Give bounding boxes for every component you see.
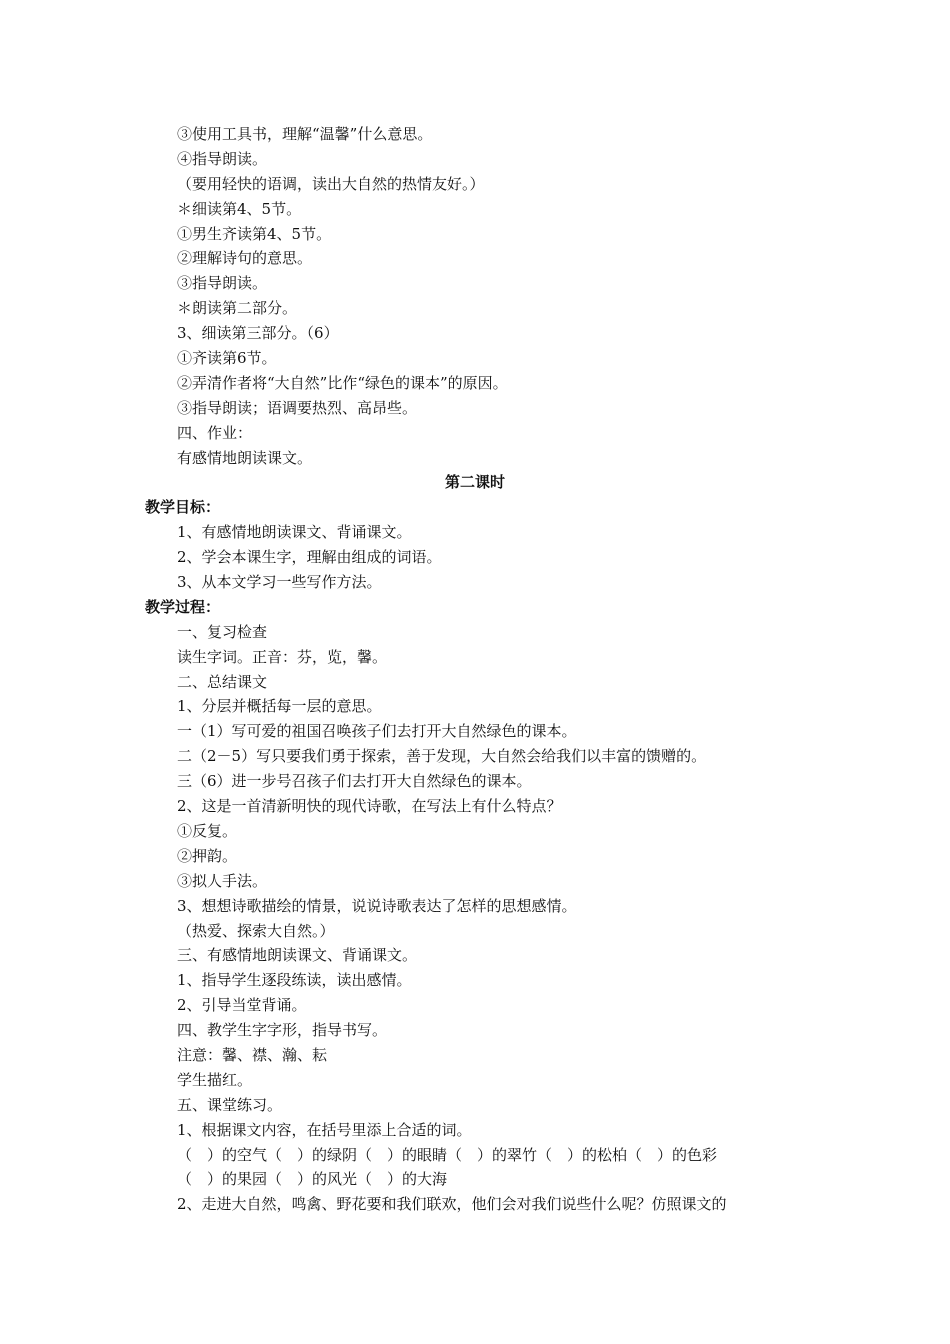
text-line xyxy=(0,545,950,570)
line-text: ①齐读第6节。 xyxy=(177,349,277,368)
line-text: ③指导朗读；语调要热烈、高昂些。 xyxy=(177,398,418,417)
line-text: 2、这是一首清新明快的现代诗歌，在写法上有什么特点？ xyxy=(177,797,562,816)
text-line xyxy=(0,197,950,222)
text-line xyxy=(0,1093,950,1118)
line-text: （ ）的空气（ ）的绿阴（ ）的眼睛（ ）的翠竹（ ）的松柏（ ）的色彩 xyxy=(177,1145,718,1164)
text-line xyxy=(0,321,950,346)
text-line xyxy=(0,346,950,371)
text-line xyxy=(0,993,950,1018)
line-text: 三（6）进一步号召孩子们去打开大自然绿色的课本。 xyxy=(177,772,532,791)
text-line xyxy=(0,645,950,670)
text-line xyxy=(0,222,950,247)
text-line xyxy=(0,371,950,396)
text-line xyxy=(0,1043,950,1068)
text-line xyxy=(0,246,950,271)
line-text: 第二课时 xyxy=(444,473,505,492)
section-heading xyxy=(0,595,950,620)
line-text: 2、引导当堂背诵。 xyxy=(177,996,307,1015)
document-body xyxy=(0,122,950,1217)
text-line xyxy=(0,620,950,645)
text-line xyxy=(0,446,950,471)
line-text: 四、作业： xyxy=(177,423,253,442)
text-line xyxy=(0,769,950,794)
line-text: 四、教学生字字形，指导书写。 xyxy=(177,1021,388,1040)
text-line xyxy=(0,968,950,993)
line-text: 1、有感情地朗读课文、背诵课文。 xyxy=(177,523,412,542)
text-line xyxy=(0,520,950,545)
text-line xyxy=(0,122,950,147)
line-text: 学生描红。 xyxy=(177,1070,253,1089)
line-text: ＊细读第4、5节。 xyxy=(177,199,302,218)
text-line xyxy=(0,943,950,968)
line-text: 五、课堂练习。 xyxy=(177,1095,283,1114)
line-text: 读生字词。正音：芬，览，馨。 xyxy=(177,647,388,666)
line-text: （热爱、探索大自然。） xyxy=(177,921,335,940)
text-line xyxy=(0,894,950,919)
line-text: 教学目标： xyxy=(145,498,221,517)
line-text: 3、从本文学习一些写作方法。 xyxy=(177,573,382,592)
line-text: 有感情地朗读课文。 xyxy=(177,448,313,467)
text-line xyxy=(0,744,950,769)
section-title xyxy=(0,470,950,495)
line-text: 一、复习检查 xyxy=(177,622,268,641)
text-line xyxy=(0,1118,950,1143)
line-text: 3、想想诗歌描绘的情景，说说诗歌表达了怎样的思想感情。 xyxy=(177,896,577,915)
line-text: ②押韵。 xyxy=(177,846,238,865)
line-text: 2、走进大自然，鸣禽、野花要和我们联欢，他们会对我们说些什么呢？仿照课文的 xyxy=(177,1195,727,1214)
line-text: 注意：馨、襟、瀚、耘 xyxy=(177,1045,328,1064)
line-text: ＊朗读第二部分。 xyxy=(177,299,298,318)
text-line xyxy=(0,421,950,446)
line-text: （ ）的果园（ ）的风光（ ）的大海 xyxy=(177,1170,448,1189)
text-line xyxy=(0,396,950,421)
line-text: （要用轻快的语调，读出大自然的热情友好。） xyxy=(177,174,485,193)
text-line xyxy=(0,1143,950,1168)
text-line xyxy=(0,819,950,844)
line-text: 二、总结课文 xyxy=(177,672,268,691)
line-text: 教学过程： xyxy=(145,597,221,616)
text-line xyxy=(0,844,950,869)
text-line xyxy=(0,271,950,296)
line-text: ③使用工具书，理解“温馨”什么意思。 xyxy=(177,125,433,143)
text-line xyxy=(0,296,950,321)
line-text: 二（2－5）写只要我们勇于探索，善于发现，大自然会给我们以丰富的馈赠的。 xyxy=(177,747,707,766)
line-text: 一（1）写可爱的祖国召唤孩子们去打开大自然绿色的课本。 xyxy=(177,722,577,741)
text-line xyxy=(0,1192,950,1217)
text-line xyxy=(0,172,950,197)
line-text: ②弄清作者将“大自然”比作“绿色的课本”的原因。 xyxy=(177,373,508,392)
line-text: ①反复。 xyxy=(177,821,238,840)
line-text: 3、细读第三部分。（6） xyxy=(177,324,339,343)
text-line xyxy=(0,147,950,172)
text-line xyxy=(0,719,950,744)
line-text: ①男生齐读第4、5节。 xyxy=(177,224,332,243)
text-line xyxy=(0,1018,950,1043)
text-line xyxy=(0,1068,950,1093)
line-text: ②理解诗句的意思。 xyxy=(177,249,313,268)
text-line xyxy=(0,869,950,894)
line-text: 三、有感情地朗读课文、背诵课文。 xyxy=(177,946,418,965)
section-heading xyxy=(0,495,950,520)
text-line xyxy=(0,570,950,595)
line-text: 1、指导学生逐段练读，读出感情。 xyxy=(177,971,412,990)
line-text: 2、学会本课生字，理解由组成的词语。 xyxy=(177,548,442,567)
text-line xyxy=(0,919,950,944)
line-text: ③指导朗读。 xyxy=(177,274,268,293)
text-line xyxy=(0,794,950,819)
text-line xyxy=(0,1167,950,1192)
line-text: ③拟人手法。 xyxy=(177,871,268,890)
text-line xyxy=(0,670,950,695)
text-line xyxy=(0,694,950,719)
line-text: ④指导朗读。 xyxy=(177,149,268,168)
line-text: 1、根据课文内容，在括号里添上合适的词。 xyxy=(177,1120,472,1139)
line-text: 1、分层并概括每一层的意思。 xyxy=(177,697,382,716)
